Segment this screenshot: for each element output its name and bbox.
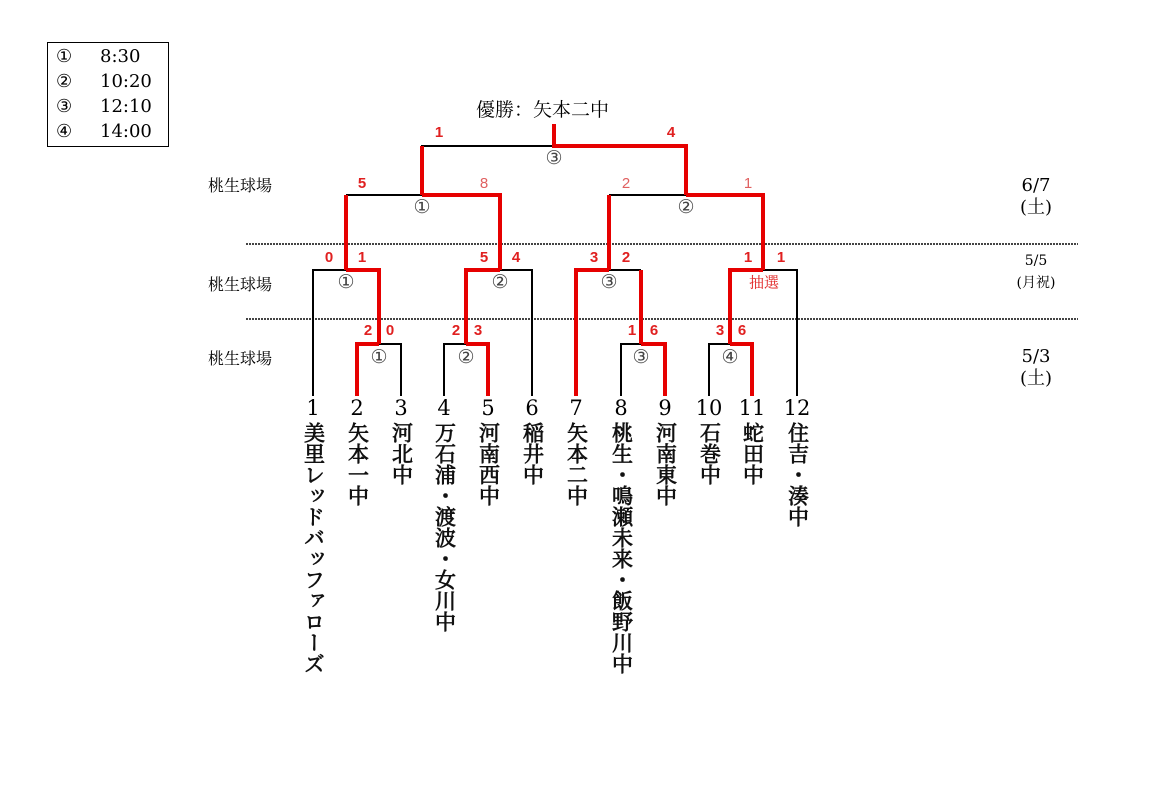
score-qf1-left: 0 [324, 249, 334, 266]
team-number: 9 [658, 396, 672, 420]
semi1-right-win [422, 195, 500, 270]
day-text: (土) [1019, 197, 1053, 218]
score-semi1-left: 5 [357, 175, 367, 192]
score-qf2-left: 5 [479, 249, 489, 266]
team-number: 5 [481, 396, 495, 420]
team-number: 2 [350, 396, 364, 420]
game-marker-qf3: ③ [600, 271, 618, 293]
score-r1-1-right: 0 [385, 322, 395, 339]
team-number: 10 [695, 396, 723, 420]
team-8 [601, 396, 641, 678]
team-name: 美里レッドバッファローズ [301, 422, 326, 674]
team-name: 河南西中 [476, 422, 501, 506]
game-marker-semi1: ① [413, 196, 431, 218]
game-marker-r1-1: ① [370, 346, 388, 368]
team-name: 万石浦・渡波・女川中 [432, 422, 457, 632]
team-5 [468, 396, 508, 510]
team-number: 12 [783, 396, 811, 420]
score-qf2-right: 4 [511, 249, 521, 266]
team-name: 蛇田中 [740, 422, 765, 485]
champion-label: 優勝：矢本二中 [476, 99, 610, 121]
game-marker-qf2: ② [491, 271, 509, 293]
day-text: (土) [1019, 368, 1053, 389]
game-marker-semi2: ② [677, 196, 695, 218]
team-2 [337, 396, 377, 510]
team-name: 石巻中 [697, 422, 722, 485]
team-name: 河北中 [389, 422, 414, 485]
team-number: 3 [394, 396, 408, 420]
score-r1-4-left: 3 [715, 322, 725, 339]
team-9 [645, 396, 685, 510]
team-number: 4 [437, 396, 451, 420]
game-number: ③ [56, 96, 73, 117]
team-name: 桃生・鳴瀬未来・飯野川中 [609, 422, 634, 674]
game-time: 14:00 [100, 121, 152, 142]
team-number: 1 [306, 396, 320, 420]
score-semi1-right: 8 [479, 175, 489, 192]
team-number: 11 [738, 396, 766, 420]
date-text: 6/7 [1021, 175, 1051, 196]
game-time: 12:10 [100, 96, 152, 117]
game-number: ① [56, 46, 73, 67]
score-qf4-right: 1 [776, 249, 786, 266]
game-marker-final: ③ [545, 147, 563, 169]
team-number: 6 [525, 396, 539, 420]
team-name: 矢本一中 [345, 422, 370, 506]
stadium-label: 桃生球場 [208, 349, 273, 368]
score-qf3-right: 2 [621, 249, 631, 266]
date-text: 5/3 [1021, 346, 1051, 367]
score-semi2-right: 1 [743, 175, 753, 192]
team-1 [293, 396, 333, 678]
team-number: 8 [614, 396, 628, 420]
score-qf4-left: 1 [743, 249, 753, 266]
stadium-label: 桃生球場 [208, 176, 273, 195]
stadium-label: 桃生球場 [208, 275, 273, 294]
team-11 [732, 396, 772, 489]
game-time: 8:30 [100, 46, 141, 67]
team-4 [424, 396, 464, 636]
game-marker-qf1: ① [337, 271, 355, 293]
team-name: 河南東中 [653, 422, 678, 506]
score-final-left: 1 [434, 124, 444, 141]
team-name: 住吉・湊中 [785, 422, 810, 527]
game-number: ② [56, 71, 73, 92]
score-r1-2-left: 2 [451, 322, 461, 339]
team-12 [777, 396, 817, 531]
day-text: (月祝) [1016, 275, 1056, 291]
score-r1-3-left: 1 [627, 322, 637, 339]
team-6 [512, 396, 552, 489]
team-7 [556, 396, 596, 510]
game-number: ④ [56, 121, 73, 142]
team-3 [381, 396, 421, 489]
game-marker-r1-4: ④ [721, 346, 739, 368]
lottery-label: 抽選 [748, 273, 780, 292]
team-10 [689, 396, 729, 489]
score-semi2-left: 2 [621, 175, 631, 192]
score-qf3-left: 3 [589, 249, 599, 266]
score-r1-4-right: 6 [737, 322, 747, 339]
score-r1-2-right: 3 [473, 322, 483, 339]
team-number: 7 [569, 396, 583, 420]
date-text: 5/5 [1024, 253, 1048, 269]
team-name: 矢本二中 [564, 422, 589, 506]
score-qf1-right: 1 [357, 249, 367, 266]
game-marker-r1-3: ③ [632, 346, 650, 368]
team-name: 稲井中 [520, 422, 545, 485]
score-final-right: 4 [666, 124, 676, 141]
game-time: 10:20 [100, 71, 152, 92]
score-r1-3-right: 6 [649, 322, 659, 339]
game-marker-r1-2: ② [457, 346, 475, 368]
score-r1-1-left: 2 [363, 322, 373, 339]
